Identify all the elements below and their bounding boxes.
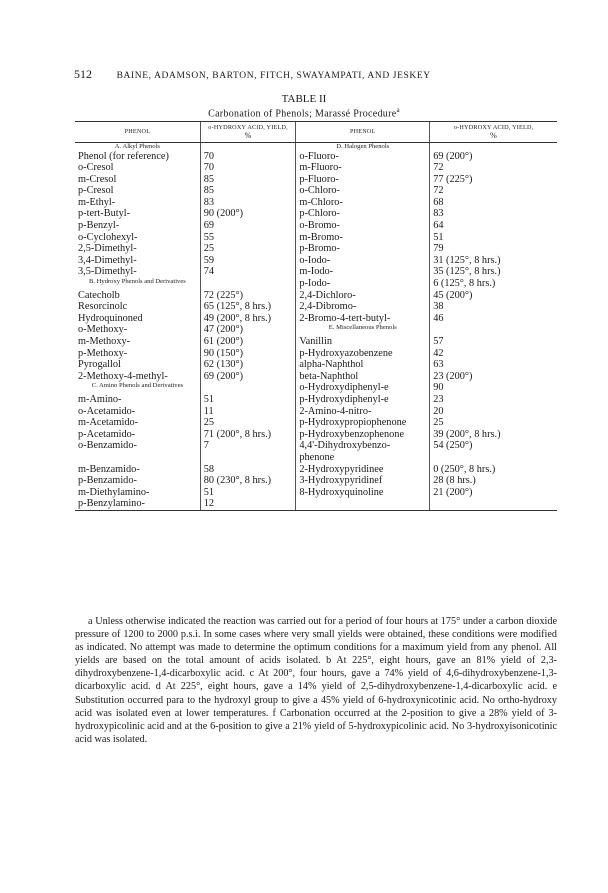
acid-yield: 69 (200°) [200, 371, 296, 383]
acid-yield: 51 [200, 394, 296, 406]
phenol-name: 2-Amino-4-nitro- [296, 406, 430, 418]
phenol-name: o-Fluoro- [296, 151, 430, 163]
table-row [75, 336, 557, 348]
acid-yield: 90 (150°) [200, 348, 296, 360]
table-header-row [75, 122, 557, 143]
phenol-name: Resorcinolc [78, 301, 128, 313]
phenol-name: p-Hydroxydiphenyl-e [296, 394, 430, 406]
phenol-name: 2-Hydroxypyridinee [296, 464, 430, 476]
phenol-name: alpha-Naphthol [296, 359, 430, 371]
phenol-name: m-Bromo- [296, 232, 430, 244]
acid-yield: 51 [200, 487, 296, 499]
table-row [75, 208, 557, 220]
phenol-name: m-Acetamido- [78, 417, 139, 429]
acid-yield: 47 (200°) [200, 324, 296, 336]
section-heading: E. Miscellaneous Phenols [296, 324, 430, 336]
col-header-yield-right: o-HYDROXY ACID, YIELD, % [430, 122, 557, 143]
phenol-name: p-Cresol [78, 185, 114, 197]
table-row [75, 429, 557, 441]
acid-yield: 85 [200, 185, 296, 197]
phenol-name: p-Hydroxybenzophenone [296, 429, 430, 441]
table-row [75, 464, 557, 476]
table-row [75, 232, 557, 244]
phenol-name: m-Methoxy- [78, 336, 131, 347]
section-heading: C. Amino Phenols and Derivatives [91, 382, 184, 390]
phenol-name: 3-Hydroxypyridinef [296, 475, 430, 487]
acid-yield: 62 (130°) [200, 359, 296, 371]
acid-yield: 25 [200, 417, 296, 429]
phenol-name: p-Fluoro- [296, 174, 430, 186]
phenol-name: Hydroquinoned [78, 312, 143, 324]
phenol-name: 3,4-Dimethyl- [78, 254, 137, 266]
col-header-phenol-right: PHENOL [296, 122, 430, 143]
acid-yield: 83 [430, 208, 557, 220]
acid-yield: 31 (125°, 8 hrs.) [430, 255, 557, 267]
col-header-phenol-left: PHENOL [75, 122, 200, 143]
phenol-name: phenone [296, 452, 430, 464]
acid-yield: 69 [200, 220, 296, 232]
phenol-name: Pyrogallol [78, 359, 121, 371]
col-header-yield-left: o-HYDROXY ACID, YIELD, % [200, 122, 296, 143]
acid-yield: 63 [430, 359, 557, 371]
phenol-name: 2,4-Dibromo- [296, 301, 430, 313]
phenol-name: p-tert-Butyl- [78, 208, 131, 220]
phenol-name: m-Ethyl- [78, 196, 116, 208]
phenol-name: m-Fluoro- [296, 162, 430, 174]
table-row [75, 348, 557, 360]
phenol-name: 2,4-Dichloro- [296, 290, 430, 302]
acid-yield: 72 [430, 162, 557, 174]
table-row [75, 151, 557, 163]
acid-yield: 65 (125°, 8 hrs.) [200, 301, 296, 313]
phenol-name: m-Diethylamino- [78, 486, 150, 498]
table-row [75, 220, 557, 232]
running-header [74, 67, 544, 82]
acid-yield: 59 [200, 255, 296, 267]
table-row [75, 243, 557, 255]
phenol-name: Catecholb [78, 289, 120, 301]
phenol-name: o-Hydroxydiphenyl-e [296, 382, 430, 394]
table-row [75, 185, 557, 197]
phenol-name: m-Cresol [78, 173, 117, 185]
phenol-name: Vanillin [296, 336, 430, 348]
acid-yield: 0 (250°, 8 hrs.) [430, 464, 557, 476]
acid-yield: 38 [430, 301, 557, 313]
table-row [75, 487, 557, 499]
acid-yield: 71 (200°, 8 hrs.) [200, 429, 296, 441]
table-row [75, 359, 557, 371]
table-row [75, 475, 557, 487]
acid-yield: 90 (200°) [200, 208, 296, 220]
table-row [75, 197, 557, 209]
acid-yield: 70 [200, 151, 296, 163]
acid-yield: 61 (200°) [200, 336, 296, 348]
phenol-name: p-Acetamido- [78, 428, 136, 440]
section-heading: A. Alkyl Phenols [114, 143, 160, 150]
acid-yield [430, 498, 557, 510]
acid-yield: 28 (8 hrs.) [430, 475, 557, 487]
acid-yield: 80 (230°, 8 hrs.) [200, 475, 296, 487]
acid-yield: 55 [200, 232, 296, 244]
acid-yield: 51 [430, 232, 557, 244]
phenol-name: 4,4'-Dihydroxybenzo- [296, 440, 430, 452]
table-row [75, 162, 557, 174]
acid-yield: 39 (200°, 8 hrs.) [430, 429, 557, 441]
phenol-name: m-Benzamido- [78, 463, 140, 475]
section-heading: B. Hydroxy Phenols and Derivatives [88, 278, 186, 286]
phenol-name: p-Bromo- [296, 243, 430, 255]
acid-yield: 11 [200, 406, 296, 418]
acid-yield: 74 [200, 266, 296, 278]
acid-yield: 25 [430, 417, 557, 429]
phenol-name: 2,5-Dimethyl- [78, 243, 137, 255]
table-row [75, 174, 557, 186]
acid-yield: 12 [200, 498, 296, 510]
table-row [75, 301, 557, 313]
table-row [75, 406, 557, 418]
acid-yield: 23 (200°) [430, 371, 557, 383]
table-number: TABLE II [281, 93, 327, 105]
page-number: 512 [74, 67, 92, 81]
acid-yield: 69 (200°) [430, 151, 557, 163]
acid-yield [200, 452, 296, 464]
acid-yield: 77 (225°) [430, 174, 557, 186]
acid-yield: 42 [430, 348, 557, 360]
phenol-name: o-Iodo- [296, 255, 430, 267]
phenol-name: p-Benzylamino- [75, 498, 200, 510]
table-title: Carbonation of Phenols; Marassé Procedure$^a$ [208, 106, 400, 120]
phenol-name: p-Benzyl- [78, 220, 120, 232]
acid-yield: 57 [430, 336, 557, 348]
acid-yield: 20 [430, 406, 557, 418]
acid-yield: 21 (200°) [430, 487, 557, 499]
table-row [75, 143, 557, 151]
table-row [75, 278, 557, 290]
table-row [75, 324, 557, 336]
table-footnotes [75, 615, 557, 746]
phenol-name [296, 498, 430, 510]
table-row [75, 255, 557, 267]
acid-yield: 85 [200, 174, 296, 186]
table-row [75, 266, 557, 278]
phenol-name: o-Methoxy- [78, 324, 128, 336]
acid-yield: 83 [200, 197, 296, 209]
phenol-name: 3,5-Dimethyl- [78, 266, 137, 278]
phenol-name: m-Iodo- [296, 266, 430, 278]
phenol-name: p-Chloro- [296, 208, 430, 220]
table-row [75, 452, 557, 464]
acid-yield: 64 [430, 220, 557, 232]
phenol-name: m-Amino- [78, 393, 122, 405]
phenol-name: p-Benzamido- [78, 475, 137, 487]
table-row [75, 382, 557, 394]
phenol-name: o-Chloro- [296, 185, 430, 197]
phenol-name: p-Iodo- [296, 278, 430, 290]
phenol-name: m-Chloro- [296, 197, 430, 209]
acid-yield: 46 [430, 313, 557, 325]
section-heading: D. Halogen Phenols [296, 143, 430, 151]
acid-yield: 7 [200, 440, 296, 452]
acid-yield: 68 [430, 197, 557, 209]
phenol-name: 2-Methoxy-4-methyl- [78, 370, 168, 382]
acid-yield: 25 [200, 243, 296, 255]
phenol-name: o-Benzamido- [78, 440, 137, 452]
phenol-name: p-Methoxy- [78, 347, 128, 359]
table-row [75, 371, 557, 383]
acid-yield: 79 [430, 243, 557, 255]
phenol-name: Phenol (for reference) [78, 150, 169, 162]
acid-yield: 45 (200°) [430, 290, 557, 302]
phenol-name: 2-Bromo-4-tert-butyl- [296, 313, 430, 325]
carbonation-table [75, 121, 557, 511]
acid-yield: 70 [200, 162, 296, 174]
table-row [75, 290, 557, 302]
acid-yield: 49 (200°, 8 hrs.) [200, 313, 296, 325]
acid-yield: 90 [430, 382, 557, 394]
acid-yield: 23 [430, 394, 557, 406]
acid-yield: 6 (125°, 8 hrs.) [430, 278, 557, 290]
phenol-name: o-Cresol [78, 162, 114, 174]
table-row [75, 313, 557, 325]
table-row [75, 417, 557, 429]
phenol-name [75, 452, 200, 464]
acid-yield: 58 [200, 464, 296, 476]
acid-yield: 72 (225°) [200, 290, 296, 302]
phenol-name: p-Hydroxypropiophenone [296, 417, 430, 429]
acid-yield: 35 (125°, 8 hrs.) [430, 266, 557, 278]
phenol-name: beta-Naphthol [296, 371, 430, 383]
table-row [75, 498, 557, 510]
phenol-name: o-Cyclohexyl- [78, 231, 138, 243]
acid-yield: 72 [430, 185, 557, 197]
table-row [75, 394, 557, 406]
acid-yield [430, 452, 557, 464]
footnote-text: a Unless otherwise indicated the reaction was carried out for a period of four hours at 175° under a carbon dioxide pressure of 1200 to 2000 p.s.i. In some cases where very small yields were obtained, these conditions were modified as indicated. No attempt was made to determine the optimum conditions for a maximum yield from any phenol. All yields are based on the total amount of acids isolated. b At 225°, eight hours, gave an 81% yield of 2,3-dihydroxybenzene-1,4-dicarboxylic acid. c At 200°, four hours, gave a 74% yield of 4,6-dihydroxybenzene-1,3-dicarboxylic acid. d At 225°, eight hours, gave a 14% yield of 2,5-dihydroxybenzene-1,4-dicarboxylic acid. e Substitution occurred para to the hydroxyl group to give a 45% yield of 6-hydroxynicotinic acid. No ortho-hydroxy acid was isolated even at lower temperatures. f Carbonation occurred at the 2-position to give a 28% yield of 3-hydroxypicolinic acid and at the 6-position to give a 21% yield of 5-hydroxypicolinic acid. No 3-hydroxyisonicotinic acid was isolated. [75, 616, 557, 745]
table-row [75, 440, 557, 452]
acid-yield: 54 (250°) [430, 440, 557, 452]
phenol-name: p-Hydroxyazobenzene [296, 348, 430, 360]
author-list: BAINE, ADAMSON, BARTON, FITCH, SWAYAMPATI, AND JESKEY [116, 71, 431, 81]
phenol-name: 8-Hydroxyquinoline [296, 487, 430, 499]
phenol-name: o-Acetamido- [78, 405, 136, 417]
phenol-name: o-Bromo- [296, 220, 430, 232]
